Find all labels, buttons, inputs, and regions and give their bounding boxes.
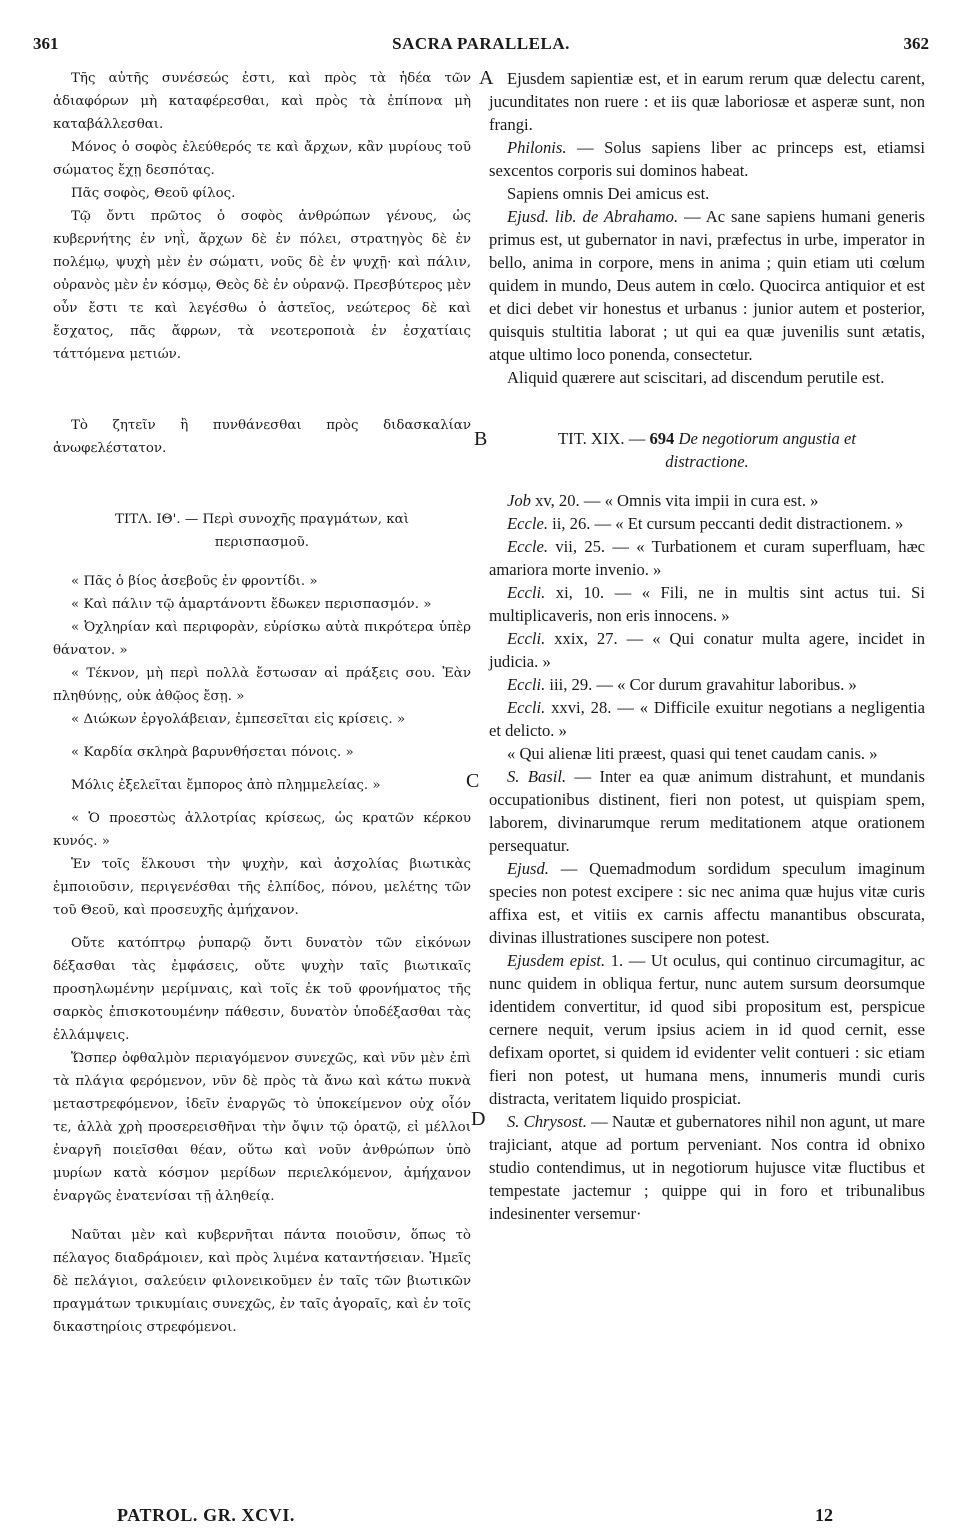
greek-title-line-2: περισπασμοῦ. — [214, 535, 310, 550]
latin-text: xxix, 27. — « Qui conatur multa agere, incidet in judicia. » — [489, 629, 925, 671]
latin-quote — [489, 489, 925, 512]
section-marker-c: C — [466, 770, 480, 792]
latin-text: — Inter ea quæ animum distrahunt, et mundanis occupationibus distinent, fieri non potest, ut quispiam spem, laborem, divinarumque rerum meditationem atque orationem persequatur. — [489, 767, 925, 855]
source-ref: Ejusdem epist. — [507, 951, 606, 970]
latin-quote — [489, 581, 925, 627]
source-ref: Eccli. — [507, 629, 546, 648]
page-number-right: 362 — [903, 34, 929, 53]
latin-title-line-2: distractione. — [665, 452, 749, 471]
greek-quote: « Καρδία σκληρὰ βαρυνθήσεται πόνοις. » — [71, 745, 354, 760]
greek-quote: « Διώκων ἐργολάβειαν, ἐμπεσεῖται εἰς κρίσεις. » — [71, 712, 406, 727]
latin-quote — [489, 696, 925, 742]
latin-paragraph — [489, 205, 925, 366]
latin-quote — [489, 535, 925, 581]
latin-quote: « Qui alienæ liti præest, quasi qui tenet caudam canis. » — [507, 744, 878, 763]
greek-paragraph: Οὔτε κατόπτρῳ ῥυπαρῷ ὄντι δυνατὸν τῶν εἰκόνων δέξασθαι τὰς ἐμφάσεις, οὔτε ψυχὴν ταῖς βιωτικαῖς προσηλωμένην μερίμναις, καὶ τοῖς ἐκ τοῦ φρονήματος τῆς σαρκὸς ἐπισκοτουμένην πάθεσιν, δυνατὸν ὑποδέξασθαι τὰς ἐλλάμψεις. — [53, 936, 471, 1043]
latin-quote — [489, 627, 925, 673]
latin-column — [489, 67, 925, 1225]
greek-quote: Μόλις ἐξελεῖται ἔμπορος ἀπὸ πλημμελείας. » — [71, 778, 381, 793]
latin-paragraph — [489, 949, 925, 1110]
source-ref: Eccli. — [507, 675, 546, 694]
latin-text: — Quemadmodum sordidum speculum imaginum species non potest excipere : sic nec anima quæ hujus vitæ curis affixa est, et vitiis ex carnis affectu manantibus obscurata, divinas illustrationes suscipere non potest. — [489, 859, 925, 947]
latin-paragraph — [489, 136, 925, 182]
source-ref: Job — [507, 491, 531, 510]
greek-paragraph: Τῷ ὄντι πρῶτος ὁ σοφὸς ἀνθρώπων γένους, ὡς κυβερνήτης ἐν νηῒ, ἄρχων δὲ ἐν πόλει, στρατηγὸς δὲ ἐν πολέμῳ, ψυχὴ μὲν ἐν σώματι, νοῦς δὲ ἐν ψυχῇ· καὶ πάλιν, οὐρανὸς μὲν ἐν κόσμῳ, Θεὸς δὲ ἐν οὐρανῷ. Πρεσβύτερος μὲν οὖν ἔστι τε καὶ λεγέσθω ὁ ἀστεῖος, νεώτερος δὲ καὶ ἔσχατος, πᾶς ἄφρων, τὰ νεοτεροποιὰ ἐν ἐσχατίαις τάττόμενα μετιών. — [53, 209, 471, 362]
latin-text: — Ac sane sapiens humani generis primus est, ut gubernator in navi, præfectus in urbe, imperator in bello, anima in corpore, mens in anima ; quin etiam uti cœlum quidem in mundo, Deus autem in cœlo. Quocirca antiquior et est et dici debet vir honestus et urbanus : junior autem et posterior, quisquis stultitia laborat ; ut qui ea quæ juvenilis sunt ætatis, atque ultimo loco ponenda, consectetur. — [489, 207, 925, 364]
latin-paragraph — [489, 1110, 925, 1225]
greek-paragraph: Ἐν τοῖς ἕλκουσι τὴν ψυχὴν, καὶ ἀσχολίας βιωτικὰς ἐμποιοῦσιν, περιγενέσθαι τῆς ἐλπίδος, πόνου, μελέτης τῶν τοῦ Θεοῦ, καὶ προσευχῆς ἀμήχανον. — [53, 857, 471, 918]
running-title: SACRA PARALLELA. — [392, 34, 570, 53]
latin-text: vii, 25. — « Turbationem et curam superfluam, hæc amariora morte invenio. » — [489, 537, 925, 579]
latin-quote — [489, 512, 925, 535]
page-footer — [0, 1505, 962, 1531]
latin-paragraph: Aliquid quærere aut sciscitari, ad discendum perutile est. — [507, 368, 885, 387]
latin-paragraph: Sapiens omnis Dei amicus est. — [507, 184, 710, 203]
source-ref: Ejusd. — [507, 859, 549, 878]
latin-quote — [489, 673, 925, 696]
greek-quote: « Ὀχληρίαν καὶ περιφορὰν, εὑρίσκω αὐτὰ πικρότερα ὑπὲρ θάνατον. » — [53, 620, 471, 658]
source-ref: Eccle. — [507, 514, 548, 533]
greek-paragraph: Τῆς αὐτῆς συνέσεώς ἐστι, καὶ πρὸς τὰ ἡδέα τῶν ἀδιαφόρων μὴ καταφέρεσθαι, καὶ πρὸς τὰ ἐπίπονα μὴ καταβάλλεσθαι. — [53, 71, 471, 132]
source-ref: Eccli. — [507, 698, 546, 717]
latin-text: xv, 20. — « Omnis vita impii in cura est. » — [530, 491, 819, 510]
latin-text: xxvi, 28. — « Difficile exuitur negotians a negligentia et delicto. » — [489, 698, 925, 740]
source-ref: Philonis. — [507, 138, 567, 157]
latin-text: — Solus sapiens liber ac princeps est, etiamsi sexcentos corporis sui dominos habeat. — [489, 138, 925, 180]
latin-text: ii, 26. — « Et cursum peccanti dedit distractionem. » — [548, 514, 904, 533]
section-marker-a: A — [479, 67, 494, 89]
source-ref: Ejusd. lib. de Abrahamo. — [507, 207, 679, 226]
latin-text: 1. — Ut oculus, qui continuo circumagitur, ac nunc quidem in obliqua fertur, nunc autem sursum deorsumque identidem convertitur, id quod sibi propositum est, perspicue cernere nequit, verum ipsius aciem in id quod cernit, esse defixam oportet, si quidem id evidenter velit contueri : sic etiam fieri non potest, ut humana mens, innumeris mundi curis distracta, veritatem liquido prospiciat. — [489, 951, 925, 1108]
source-ref: Eccle. — [507, 537, 548, 556]
greek-quote: « Πᾶς ὁ βίος ἀσεβοῦς ἐν φροντίδι. » — [71, 574, 318, 589]
footer-series: PATROL. GR. XCVI. — [117, 1505, 296, 1525]
greek-paragraph: Ναῦται μὲν καὶ κυβερνῆται πάντα ποιοῦσιν, ὅπως τὸ πέλαγος διαδράμοιεν, καὶ πρὸς λιμένα καταντήσειαν. Ἡμεῖς δὲ πελάγιοι, σαλεύειν φιλονεικοῦμεν ἐν ταῖς τῶν βιωτικῶν πραγμάτων τρικυμίαις συνεχῶς, ἐν ταῖς ἀγοραῖς, καὶ ἐν τοῖς δικαστηρίοις στρεφόμενοι. — [53, 1228, 471, 1335]
greek-quote: « Τέκνον, μὴ περὶ πολλὰ ἔστωσαν αἱ πράξεις σου. Ἐὰν πληθύνῃς, οὐκ ἀθῷος ἔσῃ. » — [53, 666, 471, 704]
source-ref: S. Chrysost. — [507, 1112, 587, 1131]
latin-title-line-1 — [489, 427, 925, 450]
section-marker-d: D — [471, 1108, 486, 1130]
latin-text: xi, 10. — « Fili, ne in multis sint actus tui. Si multiplicaveris, non eris innocens. » — [489, 583, 925, 625]
greek-quote: « Ὁ προεστὼς ἀλλοτρίας κρίσεως, ὡς κρατῶν κέρκου κυνός. » — [53, 811, 471, 849]
source-ref: Eccli. — [507, 583, 546, 602]
title-prefix: TIT. XIX. — — [558, 429, 650, 448]
greek-column — [53, 67, 471, 1339]
latin-section-title — [489, 427, 925, 473]
greek-paragraph: Πᾶς σοφὸς, Θεοῦ φίλος. — [71, 186, 236, 201]
source-ref: S. Basil. — [507, 767, 567, 786]
page-header — [0, 34, 962, 58]
greek-paragraph: Μόνος ὁ σοφὸς ἐλεύθερός τε καὶ ἄρχων, κἂν μυρίους τοῦ σώματος ἔχῃ δεσπότας. — [53, 140, 471, 178]
greek-title-line-1: ΤΙΤΛ. ΙΘ'. — Περὶ συνοχῆς πραγμάτων, καὶ — [115, 512, 409, 527]
page-number-left: 361 — [33, 34, 59, 53]
latin-text: iii, 29. — « Cor durum gravahitur laboribus. » — [545, 675, 857, 694]
footer-signature: 12 — [815, 1505, 833, 1525]
latin-paragraph — [489, 857, 925, 949]
column-number: 694 — [649, 429, 675, 448]
latin-text: — Nautæ et gubernatores nihil non agunt, ut mare trajiciant, atque ad portum perveniant. Nos contra id obnixo studio contendimus, ut in negotiorum hujusce vitæ fluctibus et tempestate jactemur ; quippe qui in foro et tribunalibus indesinenter versemur· — [489, 1112, 925, 1223]
latin-paragraph: Ejusdem sapientiæ est, et in earum rerum quæ delectu carent, jucunditates non ruere : et iis quæ laboriosæ et asperæ sunt, non frangi. — [489, 69, 925, 134]
greek-section-title — [53, 508, 471, 554]
greek-paragraph: Ὥσπερ ὀφθαλμὸν περιαγόμενον συνεχῶς, καὶ νῦν μὲν ἐπὶ τὰ πλάγια φερόμενον, νῦν δὲ πρὸς τὰ ἄνω καὶ κάτω πυκνὰ μεταστρεφόμενον, ἰδεῖν ἐναργῶς τὸ ὑποκείμενον οὐχ οἷόν τε, ἀλλὰ χρὴ προσερεισθῆναι τὴν ὄψιν τῷ ὁρατῷ, εἰ μέλλοι ἐναργῆ ποιεῖσθαι θέαν, οὕτω καὶ νοῦν ἀνθρώπων ὑπὸ μυρίων κατὰ κόσμον μερίδων περιελκόμενον, ἀμήχανον ἐναργῶς ἐνατενίσαι τῇ ἀληθείᾳ. — [53, 1051, 471, 1204]
section-marker-b: B — [474, 428, 488, 450]
latin-paragraph — [489, 765, 925, 857]
greek-paragraph: Τὸ ζητεῖν ἢ πυνθάνεσθαι πρὸς διδασκαλίαν ἀνωφελέστατον. — [53, 418, 471, 456]
greek-quote: « Καὶ πάλιν τῷ ἁμαρτάνοντι ἔδωκεν περισπασμόν. » — [71, 597, 432, 612]
title-text: De negotiorum angustia et — [674, 429, 856, 448]
